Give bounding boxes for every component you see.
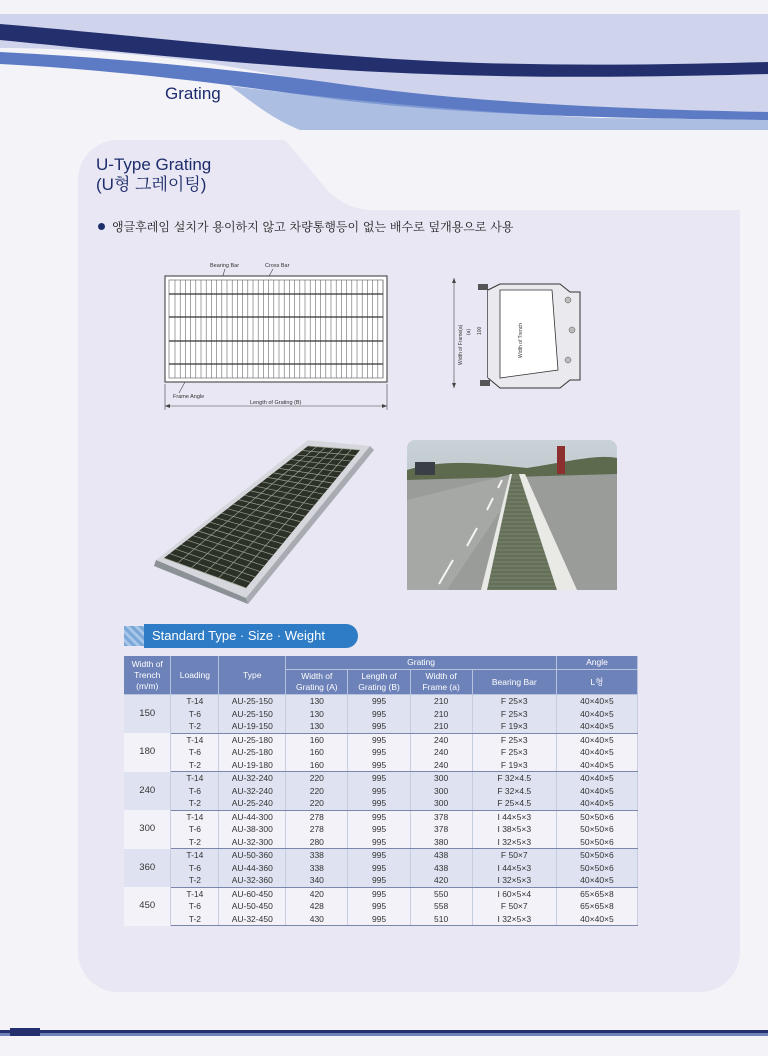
panel-corner-shape [285,140,745,210]
cell-width-frame: 300 [410,785,472,798]
table-group-450 [124,887,638,926]
cell-length-grating: 995 [348,874,410,887]
cell-loading: T-14 [171,849,219,862]
cell-angle: 65×65×8 [556,887,637,900]
cell-type: AU-32-240 [219,785,286,798]
header-wave-graphic [0,0,768,130]
cell-angle: 40×40×5 [556,733,637,746]
standard-type-banner [124,624,362,648]
cell-width-frame: 300 [410,772,472,785]
th-angle-type: L형 [556,670,637,695]
cell-type: AU-32-360 [219,874,286,887]
cell-bearing-bar: F 50×7 [472,900,556,913]
cell-type: AU-25-150 [219,695,286,708]
cell-width-frame: 210 [410,720,472,733]
cell-length-grating: 995 [348,900,410,913]
cell-loading: T-6 [171,746,219,759]
cell-width-frame: 210 [410,695,472,708]
th-width-of-trench: Width of Trench (m/m) [124,656,171,695]
cell-type: AU-25-240 [219,797,286,810]
cell-length-grating: 995 [348,810,410,823]
cell-loading: T-14 [171,695,219,708]
cell-width-grating: 220 [286,772,348,785]
th-width-of-frame: Width of Frame (a) [410,670,472,695]
table-row [124,720,638,733]
cell-type: AU-32-300 [219,836,286,849]
cell-width-frame: 300 [410,797,472,810]
cell-trench: 450 [124,887,171,926]
cell-bearing-bar: I 32×5×3 [472,913,556,926]
cell-width-frame: 510 [410,913,472,926]
table-row [124,772,638,785]
cell-bearing-bar: I 44×5×3 [472,862,556,875]
standard-type-title: Standard Type · Size · Weight [144,624,358,648]
cell-width-frame: 438 [410,849,472,862]
table-row [124,862,638,875]
cell-length-grating: 995 [348,695,410,708]
cell-loading: T-2 [171,836,219,849]
cell-angle: 40×40×5 [556,708,637,721]
cell-length-grating: 995 [348,772,410,785]
grating-product-image [148,434,376,604]
cell-trench: 180 [124,733,171,772]
cell-length-grating: 995 [348,823,410,836]
cell-type: AU-25-180 [219,746,286,759]
cell-length-grating: 995 [348,887,410,900]
cell-type: AU-25-150 [219,708,286,721]
cell-width-grating: 278 [286,823,348,836]
cell-bearing-bar: F 50×7 [472,849,556,862]
cell-angle: 40×40×5 [556,913,637,926]
bullet-icon [98,223,105,230]
cell-length-grating: 995 [348,849,410,862]
cell-width-grating: 338 [286,862,348,875]
cell-angle: 65×65×8 [556,900,637,913]
cell-length-grating: 995 [348,836,410,849]
cell-width-frame: 380 [410,836,472,849]
cell-width-grating: 280 [286,836,348,849]
cell-loading: T-6 [171,785,219,798]
cell-bearing-bar: I 60×5×4 [472,887,556,900]
th-loading: Loading [171,656,219,695]
cell-width-grating: 130 [286,708,348,721]
cell-bearing-bar: I 38×5×3 [472,823,556,836]
cell-bearing-bar: F 25×3 [472,708,556,721]
cell-bearing-bar: F 19×3 [472,720,556,733]
cell-trench: 300 [124,810,171,849]
product-title-ko: (U형 그레이팅) [96,175,207,194]
cell-width-grating: 160 [286,733,348,746]
cell-length-grating: 995 [348,708,410,721]
spec-table [124,656,638,926]
product-heading [96,155,211,195]
section-title: Grating [165,84,221,103]
th-type: Type [219,656,286,695]
th-length-of-grating: Length of Grating (B) [348,670,410,695]
th-angle: Angle [556,656,637,670]
cell-width-frame: 240 [410,733,472,746]
cell-bearing-bar: F 32×4.5 [472,772,556,785]
cell-angle: 50×50×6 [556,810,637,823]
cell-width-frame: 550 [410,887,472,900]
cell-width-grating: 160 [286,759,348,772]
table-row [124,913,638,926]
cell-angle: 40×40×5 [556,772,637,785]
cell-width-grating: 130 [286,695,348,708]
table-row [124,823,638,836]
usage-bullet [98,218,513,235]
cell-type: AU-19-150 [219,720,286,733]
table-row [124,874,638,887]
cell-bearing-bar: F 25×4.5 [472,797,556,810]
cell-loading: T-6 [171,862,219,875]
cell-angle: 50×50×6 [556,836,637,849]
table-group-180 [124,733,638,772]
cell-bearing-bar: F 19×3 [472,759,556,772]
cell-angle: 50×50×6 [556,862,637,875]
cell-type: AU-32-450 [219,913,286,926]
cell-angle: 40×40×5 [556,785,637,798]
table-row [124,797,638,810]
cell-width-frame: 378 [410,810,472,823]
cell-angle: 40×40×5 [556,746,637,759]
cell-bearing-bar: I 44×5×3 [472,810,556,823]
cell-width-grating: 278 [286,810,348,823]
cell-loading: T-6 [171,823,219,836]
cell-width-grating: 220 [286,797,348,810]
cell-angle: 40×40×5 [556,695,637,708]
cell-width-frame: 210 [410,708,472,721]
cell-trench: 240 [124,772,171,811]
cell-loading: T-6 [171,900,219,913]
cell-type: AU-50-450 [219,900,286,913]
table-row [124,810,638,823]
th-grating: Grating [286,656,557,670]
cell-angle: 40×40×5 [556,874,637,887]
cell-width-grating: 220 [286,785,348,798]
cell-angle: 50×50×6 [556,823,637,836]
table-row [124,759,638,772]
table-row [124,887,638,900]
cell-width-grating: 130 [286,720,348,733]
cell-type: AU-60-450 [219,887,286,900]
cell-length-grating: 995 [348,746,410,759]
installation-road-photo [407,440,617,590]
cell-width-frame: 420 [410,874,472,887]
cell-loading: T-14 [171,810,219,823]
cell-bearing-bar: I 32×5×3 [472,874,556,887]
cell-type: AU-25-180 [219,733,286,746]
label-100: 100 [477,326,483,335]
label-width-of-frame: Width of Frame(a) [458,324,464,365]
product-title-en: U-Type Grating [96,155,212,174]
label-length-of-grating: Length of Grating (B) [250,400,302,406]
table-group-300 [124,810,638,849]
cell-loading: T-14 [171,733,219,746]
cell-width-grating: 430 [286,913,348,926]
label-cross-bar: Cross Bar [265,263,290,269]
cell-bearing-bar: F 32×4.5 [472,785,556,798]
top-view-diagram [155,258,395,413]
cell-trench: 360 [124,849,171,888]
usage-text: 앵글후레임 설치가 용이하지 않고 차량통행등이 없는 배수로 덮개용으로 사용 [112,220,514,234]
cell-bearing-bar: F 25×3 [472,733,556,746]
cell-width-grating: 338 [286,849,348,862]
cell-width-frame: 240 [410,746,472,759]
cell-loading: T-6 [171,708,219,721]
cell-loading: T-2 [171,759,219,772]
cell-loading: T-2 [171,913,219,926]
cell-angle: 40×40×5 [556,797,637,810]
cross-section-diagram [440,270,590,395]
cell-type: AU-38-300 [219,823,286,836]
cell-length-grating: 995 [348,759,410,772]
cell-type: AU-50-360 [219,849,286,862]
th-bearing-bar: Bearing Bar [472,670,556,695]
cell-type: AU-44-300 [219,810,286,823]
label-width-of-trench: Width of Trench [518,322,524,358]
table-row [124,836,638,849]
label-a: (a) [466,328,472,335]
cell-type: AU-32-240 [219,772,286,785]
table-group-240 [124,772,638,811]
cell-loading: T-2 [171,874,219,887]
cell-width-grating: 420 [286,887,348,900]
cell-length-grating: 995 [348,913,410,926]
th-width-of-grating: Width of Grating (A) [286,670,348,695]
table-row [124,849,638,862]
label-bearing-bar: Bearing Bar [210,263,240,269]
cell-loading: T-2 [171,720,219,733]
cell-type: AU-19-180 [219,759,286,772]
cell-length-grating: 995 [348,733,410,746]
cell-length-grating: 995 [348,720,410,733]
footer-stripe [0,1024,768,1056]
cell-length-grating: 995 [348,797,410,810]
label-frame-angle: Frame Angle [173,394,205,400]
table-group-150 [124,695,638,734]
table-group-360 [124,849,638,888]
cell-angle: 50×50×6 [556,849,637,862]
cell-width-frame: 438 [410,862,472,875]
table-row [124,733,638,746]
cell-width-frame: 558 [410,900,472,913]
cell-loading: T-14 [171,887,219,900]
cell-type: AU-44-360 [219,862,286,875]
cell-bearing-bar: I 32×5×3 [472,836,556,849]
cell-loading: T-14 [171,772,219,785]
cell-bearing-bar: F 25×3 [472,746,556,759]
cell-trench: 150 [124,695,171,734]
table-row [124,695,638,708]
cell-length-grating: 995 [348,785,410,798]
cell-width-grating: 428 [286,900,348,913]
table-row [124,785,638,798]
cell-width-grating: 340 [286,874,348,887]
cell-width-frame: 378 [410,823,472,836]
cell-bearing-bar: F 25×3 [472,695,556,708]
cell-length-grating: 995 [348,862,410,875]
table-row [124,746,638,759]
cell-loading: T-2 [171,797,219,810]
cell-angle: 40×40×5 [556,759,637,772]
table-row [124,708,638,721]
cell-angle: 40×40×5 [556,720,637,733]
cell-width-grating: 160 [286,746,348,759]
cell-width-frame: 240 [410,759,472,772]
table-row [124,900,638,913]
